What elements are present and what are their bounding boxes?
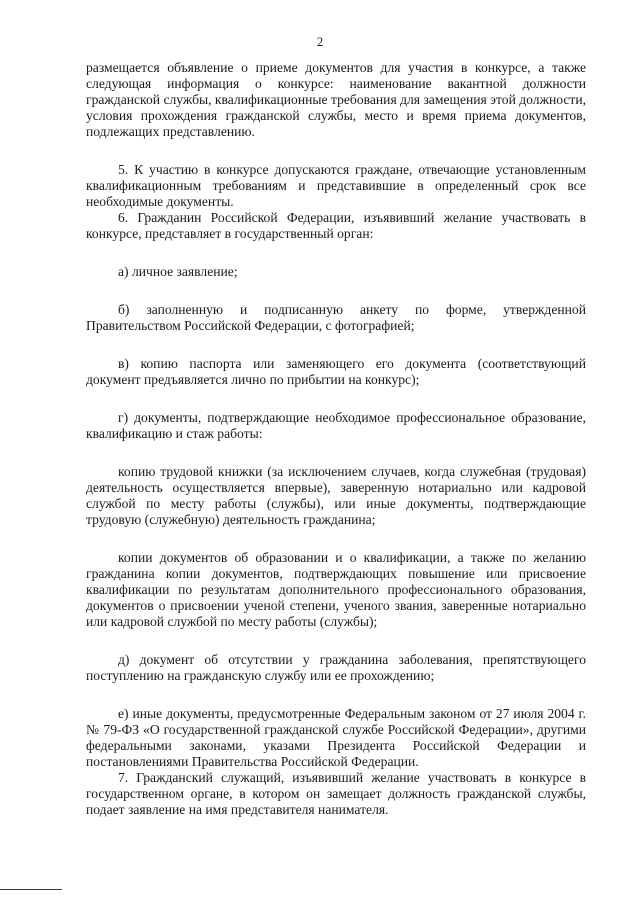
paragraph-item-6b: б) заполненную и подписанную анкету по форме, утвержденной Правительством Российской Федерации, с фотографией; [86, 302, 586, 333]
paragraph-item-6g: г) документы, подтверждающие необходимое профессиональное образование, квалификацию и стаж работы: [86, 410, 586, 441]
paragraph-item-6e: е) иные документы, предусмотренные Федеральным законом от 27 июля 2004 г. № 79-ФЗ «О государственной гражданской службе Российской Федерации», другими федеральными законами, указами Президента Российской Федерации и постановлениями Правительства Российской Федерации. [86, 706, 586, 769]
paragraph-item-6d: д) документ об отсутствии у гражданина заболевания, препятствующего поступлению на гражданскую службу или ее прохождению; [86, 652, 586, 683]
document-body [86, 60, 586, 818]
footer-rule [0, 889, 62, 890]
paragraph-item-6: 6. Гражданин Российской Федерации, изъявивший желание участвовать в конкурсе, представляет в государственный орган: [86, 210, 586, 241]
paragraph-item-6v: в) копию паспорта или заменяющего его документа (соответствующий документ предъявляется лично по прибытии на конкурс); [86, 356, 586, 387]
paragraph-announcement: размещается объявление о приеме документов для участия в конкурсе, а также следующая информация о конкурсе: наименование вакантной должности гражданской службы, квалификационные требования для замещения этой должности, условия прохождения гражданской службы, место и время приема документов, подлежащих представлению. [86, 60, 587, 139]
page-number: 2 [316, 34, 324, 49]
paragraph-item-7: 7. Гражданский служащий, изъявивший желание участвовать в конкурсе в государственном органе, в котором он замещает должность гражданской службы, подает заявление на имя представителя нанимателя. [86, 770, 586, 817]
paragraph-employment-record: копию трудовой книжки (за исключением случаев, когда служебная (трудовая) деятельность осуществляется впервые), заверенную нотариально или кадровой службой по месту работы (службы), или иные документы, подтверждающие трудовую (служебную) деятельность гражданина; [86, 464, 586, 527]
paragraph-item-6a: а) личное заявление; [118, 264, 238, 279]
paragraph-item-5: 5. К участию в конкурсе допускаются граждане, отвечающие установленным квалификационным требованиям и представившие в определенный срок все необходимые документы. [86, 162, 586, 209]
paragraph-education-copies: копии документов об образовании и о квалификации, а также по желанию гражданина копии документов, подтверждающих повышение или присвоение квалификации по результатам дополнительного профессионального образования, документов о присвоении ученой степени, ученого звания, заверенные нотариально или кадровой службой по месту работы (службы); [86, 550, 586, 629]
